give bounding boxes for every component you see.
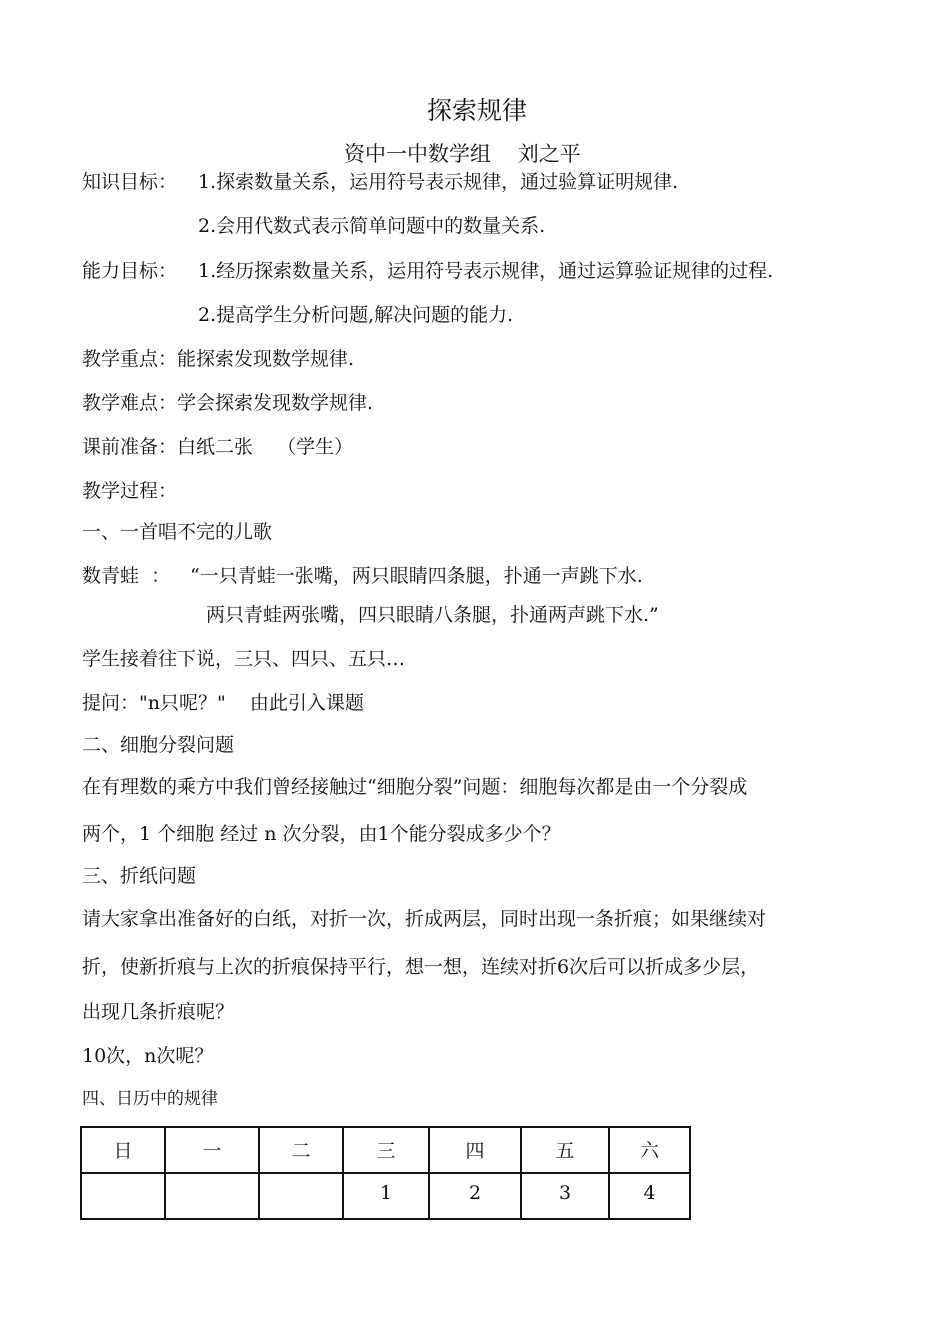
calendar-cell: [165, 1173, 259, 1219]
calendar-header-cell: 五: [521, 1127, 609, 1173]
ability-goal-2: 2.提高学生分析问题,解决问题的能力.: [198, 304, 514, 326]
folding-line-4: 10次，n次呢？: [82, 1045, 214, 1067]
ability-goal-1: 1.经历探索数量关系，运用符号表示规律，通过运算验证规律的过程.: [198, 260, 774, 282]
students-continue: 学生接着往下说，三只、四只、五只…: [82, 648, 406, 670]
section-1-heading: 一、一首唱不完的儿歌: [82, 521, 273, 543]
knowledge-label: 知识目标：: [82, 171, 178, 193]
calendar-row: [81, 1173, 690, 1219]
teaching-difficulty: 教学难点：学会探索发现数学规律.: [82, 392, 374, 414]
doc-title: 探索规律: [427, 96, 528, 125]
calendar-header-row: [81, 1127, 690, 1173]
folding-line-2: 折，使新折痕与上次的折痕保持平行，想一想，连续对折6次后可以折成多少层，: [82, 956, 760, 978]
folding-line-1: 请大家拿出准备好的白纸，对折一次，折成两层，同时出现一条折痕；如果继续对: [82, 908, 767, 930]
cell-division-line-1: 在有理数的乘方中我们曾经接触过“细胞分裂”问题：细胞每次都是由一个分裂成: [82, 776, 748, 798]
calendar-cell: 2: [429, 1173, 521, 1219]
teaching-focus: 教学重点：能探索发现数学规律.: [82, 348, 355, 370]
calendar-header-cell: 六: [609, 1127, 690, 1173]
calendar-header-cell: 四: [429, 1127, 521, 1173]
calendar-cell: 3: [521, 1173, 609, 1219]
calendar-header-cell: 三: [343, 1127, 429, 1173]
ability-label: 能力目标：: [82, 260, 178, 282]
knowledge-goal-2: 2.会用代数式表示简单问题中的数量关系.: [198, 215, 546, 237]
calendar-cell: 1: [343, 1173, 429, 1219]
teaching-process: 教学过程：: [82, 480, 178, 502]
class-preparation: 课前准备：白纸二张 （学生）: [82, 436, 354, 458]
calendar-table: [80, 1126, 691, 1220]
calendar-cell: [259, 1173, 343, 1219]
cell-division-line-2: 两个，1 个细胞 经过 n 次分裂，由1个能分裂成多少个？: [82, 823, 561, 845]
question-prompt: 提问："n只呢？" 由此引入课题: [82, 692, 364, 714]
section-3-heading: 三、折纸问题: [82, 865, 197, 887]
section-2-heading: 二、细胞分裂问题: [82, 734, 235, 756]
doc-subtitle: 资中一中数学组 刘之平: [344, 142, 581, 166]
frog-label: 数青蛙 ：: [82, 565, 171, 587]
calendar-header-cell: 日: [81, 1127, 165, 1173]
folding-line-3: 出现几条折痕呢？: [82, 1001, 235, 1023]
frog-verse-1: “一只青蛙一张嘴，两只眼睛四条腿，扑通一声跳下水.: [190, 565, 643, 587]
calendar-header-cell: 一: [165, 1127, 259, 1173]
knowledge-goal-1: 1.探索数量关系，运用符号表示规律，通过验算证明规律.: [198, 171, 679, 193]
section-4-heading: 四、日历中的规律: [82, 1089, 218, 1109]
frog-verse-2: 两只青蛙两张嘴，四只眼睛八条腿，扑通两声跳下水.”: [206, 604, 659, 626]
calendar-cell: 4: [609, 1173, 690, 1219]
calendar-header-cell: 二: [259, 1127, 343, 1173]
calendar-cell: [81, 1173, 165, 1219]
